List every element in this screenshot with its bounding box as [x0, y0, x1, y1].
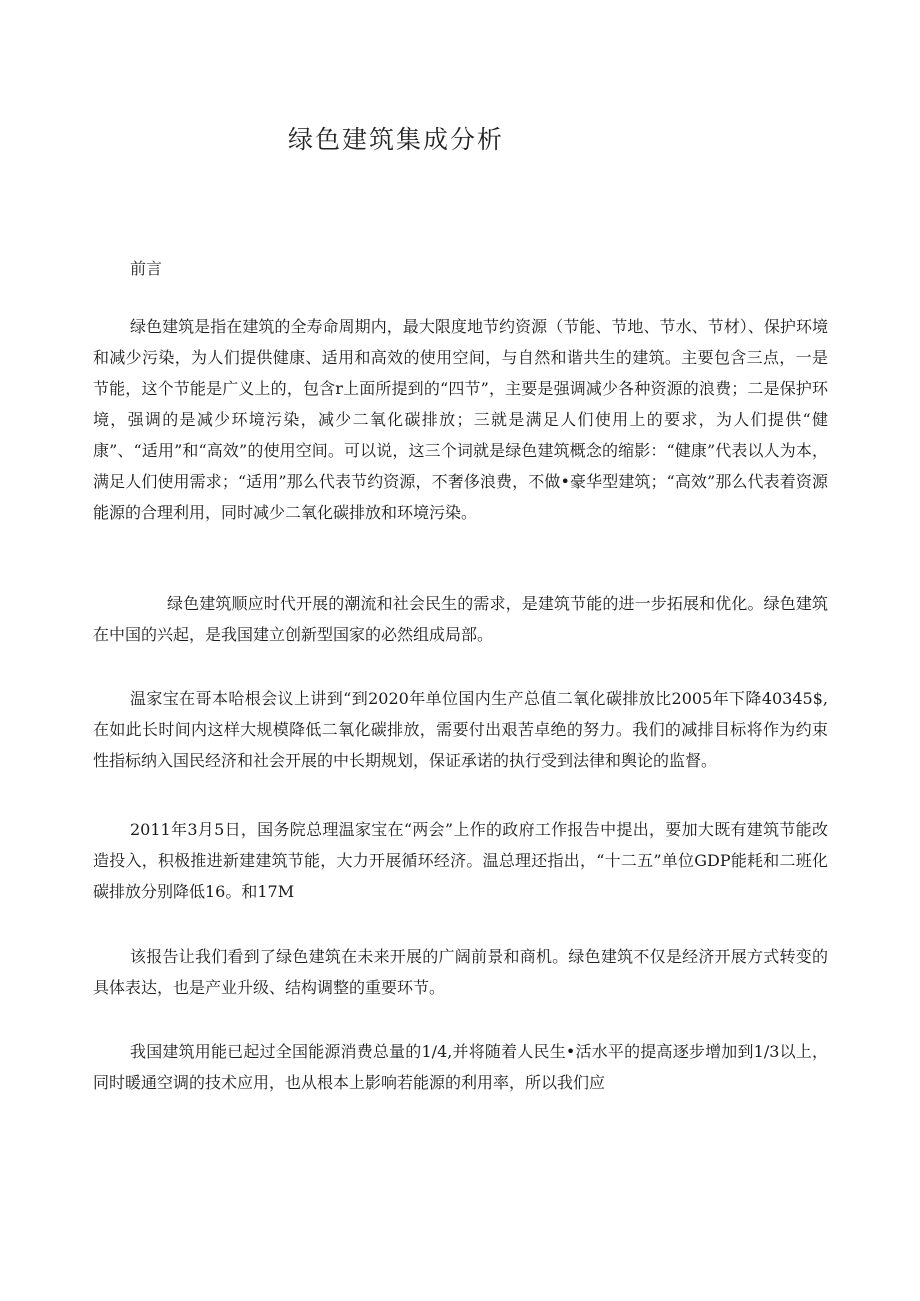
paragraph-report-prospects: 该报告让我们看到了绿色建筑在未来开展的广阔前景和商机。绿色建筑不仅是经济开展方式转变的具体表达，也是产业升级、结构调整的重要环节。 — [93, 947, 828, 997]
paragraph-government-report: 2011年3月5日，国务院总理温家宝在“两会”上作的政府工作报告中提出，要加大既有建筑节能改造投入，积极推进新建建筑节能，大力开展循环经济。温总理还指出，“十二五”单位GDP能耗和二班化碳排放分别降低16。和17M — [93, 820, 828, 901]
paragraph-building-energy: 我国建筑用能已起过全国能源消费总量的1/4,并将随着人民生•活水平的提高逐步增加到1/3以上，同时暖通空调的技术应用，也从根本上影响若能源的利用率，所以我们应 — [93, 1042, 828, 1092]
paragraph-copenhagen-target: 温家宝在哥本哈根会议上讲到“到2020年单位国内生产总值二氧化碳排放比2005年下降40345$,在如此长时间内这样大规模降低二氧化碳排放，需要付出艰苦卓绝的努力。我们的减排目标将作为约束性指标纳入国民经济和社会开展的中长期规划，保证承诺的执行受到法律和舆论的监督。 — [93, 689, 828, 770]
preface-heading: 前言 — [130, 259, 163, 278]
paragraph-green-building-definition: 绿色建筑是指在建筑的全寿命周期内，最大限度地节约资源（节能、节地、节水、节材）、保护环境和减少污染，为人们提供健康、适用和高效的使用空间，与自然和谐共生的建筑。主要包含三点，一是节能，这个节能是广义上的，包含r上面所提到的“四节”，主要是强调减少各种资源的浪费；二是保护环境，强调的是减少环境污染，减少二氧化碳排放；三就是满足人们使用上的要求，为人们提供“健康”、“适用”和“高效”的使用空间。可以说，这三个词就是绿色建筑概念的缩影：“健康”代表以人为本，满足人们使用需求；“适用”那么代表节约资源，不奢侈浪费，不做•豪华型建筑；“高效”那么代表着资源能源的合理利用，同时减少二氧化碳排放和环境污染。 — [93, 317, 828, 522]
paragraph-green-building-trend: 绿色建筑顺应时代开展的潮流和社会民生的需求，是建筑节能的进一步拓展和优化。绿色建筑在中国的兴起，是我国建立创新型国家的必然组成局部。 — [93, 594, 828, 644]
document-title: 绿色建筑集成分析 — [288, 125, 505, 154]
